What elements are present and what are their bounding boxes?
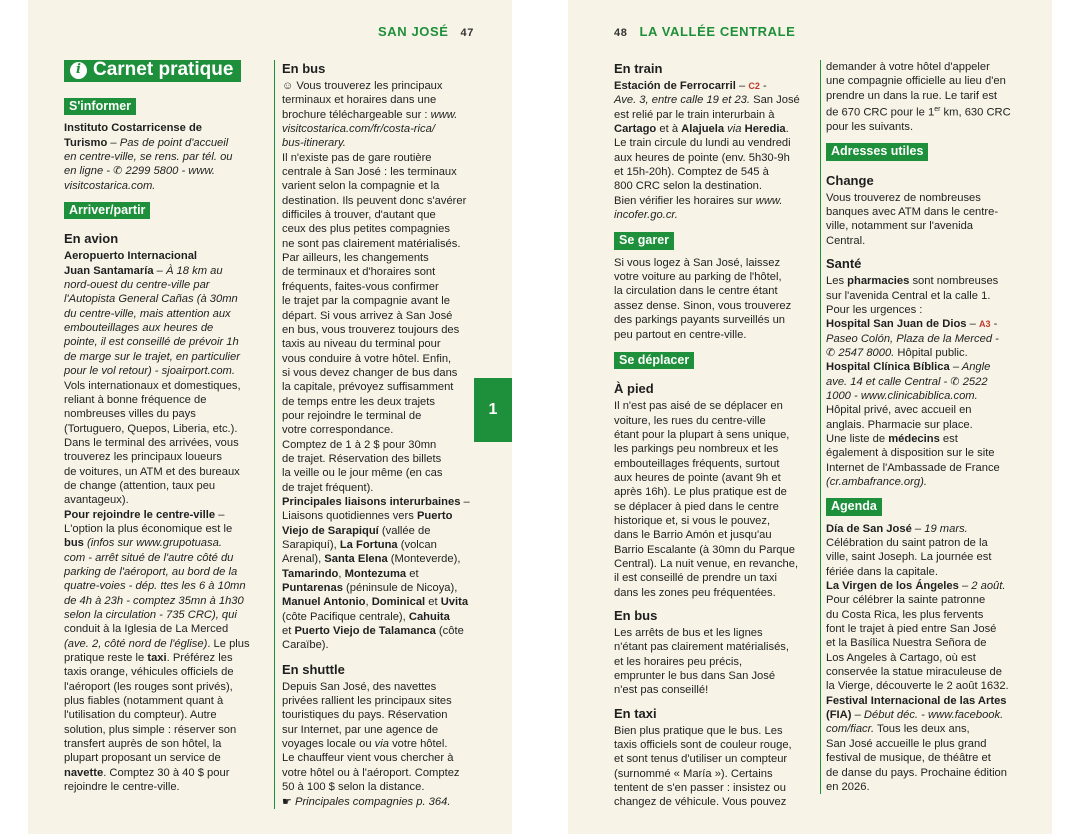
column-1 bbox=[64, 60, 268, 794]
left-page bbox=[28, 0, 512, 834]
section-title: LA VALLÉE CENTRALE bbox=[639, 24, 796, 39]
running-head-left bbox=[378, 24, 474, 39]
map-ref: C2 bbox=[748, 81, 760, 91]
subheading-en-taxi: En taxi bbox=[614, 705, 657, 721]
phone-icon: ✆ bbox=[826, 346, 836, 359]
paragraph: Si vous logez à San José, laissez votre voiture au parking de l'hôtel, la circulation dans le centre étant assez dense. Sinon, vous trouverez des parkings payants surveillés un peu partout en centre-ville. bbox=[614, 256, 792, 341]
right-page bbox=[568, 0, 1052, 834]
chapter-tab: 1 bbox=[474, 378, 512, 442]
brochure-icon: ☺ bbox=[282, 80, 294, 92]
subheading-a-pied: À pied bbox=[614, 381, 654, 397]
paragraph: Día de San José – 19 mars. Célébration du saint patron de la ville, saint Joseph. La journée est fériée dans la capitale. La Virgen de los Ángeles – 2 août. Pour célébrer la sainte patronne du Costa Rica, les plus fervents font le trajet à pied entre San José et la Basílica Nuestra Señora de Los Angeles à Cartago, où est conservée la statue miraculeuse de la Vierge, découverte le 2 août 1632. Festival Internacional de las Artes (FIA) – Début déc. - www.facebook. com/fiacr. Tous les deux ans, San José accueille le plus grand festival de musique, de théâtre et de danse du pays. Prochaine édition en 2026. bbox=[826, 522, 1009, 793]
paragraph: Bien plus pratique que le bus. Les taxis officiels sont de couleur rouge, et sont tenus d'utiliser un compteur (surnommé « María »). Certains tentent de s'en passer : insistez ou changez de véhicule. Vous pouvez bbox=[614, 724, 792, 809]
phone-icon: ✆ bbox=[950, 375, 960, 388]
section-heading-se-garer: Se garer bbox=[614, 232, 674, 249]
section-title: SAN JOSÉ bbox=[378, 24, 449, 39]
paragraph: demander à votre hôtel d'appeler une compagnie officielle au lieu d'en prendre un dans la rue. Le tarif est de 670 CRC pour le 1er km, 630 CRC pour les suivants. bbox=[826, 61, 1011, 134]
paragraph: ☺ Vous trouverez les principaux terminaux et horaires dans une brochure téléchargeable sur : www. visitcostarica.com/fr/costa-rica/ bus-itinerary. Il n'existe pas de gare routière centrale à San José : les terminaux varient selon la compagnie et la destination. Ils peuvent donc s'avérer difficiles à trouver, d'autant que ceux des plus petites compagnies ne sont pas clairement matérialisés. Par ailleurs, les changements de terminaux et d'horaires sont fréquents, faites-vous confirmer le trajet par la compagnie avant le départ. Si vous arrivez à San José en bus, vous trouverez toujours des taxis au niveau du terminal pour vous conduire à votre hôtel. Enfin, si vous devez changer de bus dans la capitale, prévoyez suffisamment de temps entre les deux trajets pour rejoindre le terminal de votre correspondance. Comptez de 1 à 2 $ pour 30mn de trajet. Réservation des billets la veille ou le jour même (en cas de trajet fréquent). Principales liaisons interurbaines – Liaisons quotidiennes vers Puerto Viejo de Sarapiquí (vallée de Sarapiquí), La Fortuna (volcan Arenal), Santa Elena (Monteverde), Tamarindo, Montezuma et Puntarenas (péninsule de Nicoya), Manuel Antonio, Dominical et Uvita (côte Pacifique centrale), Cahuita et Puerto Viejo de Talamanca (côte Caraïbe). bbox=[282, 80, 470, 652]
running-head-right bbox=[614, 24, 795, 39]
subheading-en-bus: En bus bbox=[282, 61, 326, 76]
subheading-en-train: En train bbox=[614, 61, 663, 76]
column-4 bbox=[820, 60, 1042, 794]
paragraph: Vous trouverez de nombreuses banques avec ATM dans le centre- ville, notamment sur l'avenida Central. bbox=[826, 191, 999, 247]
page-number: 47 bbox=[460, 27, 474, 39]
section-heading-sinformer: S'informer bbox=[64, 98, 136, 115]
paragraph: Depuis San José, des navettes privées rallient les principaux sites touristiques du pays. Réservation sur Internet, par une agence de voyages locale ou via votre hôtel. Le chauffeur vient vous chercher à votre hôtel ou à l'aéroport. Comptez 50 à 100 $ selon la distance. ☛ Principales compagnies p. 364. bbox=[282, 680, 460, 808]
column-rule bbox=[820, 60, 821, 794]
subheading-en-bus: En bus bbox=[614, 608, 658, 623]
section-heading-adresses-utiles: Adresses utiles bbox=[826, 143, 928, 160]
phone-icon: ✆ bbox=[113, 165, 123, 178]
paragraph: Les pharmacies sont nombreuses sur l'avenida Central et la calle 1. Pour les urgences : Hospital San Juan de Dios – A3 - Paseo Colón, Plaza de la Merced - ✆ 2547 8000. Hôpital public. Hospital Clínica Bíblica – Angle ave. 14 et calle Central - ✆ 2522 1000 - www.clinicabiblica.com. Hôpital privé, avec accueil en anglais. Pharmacie sur place. Une liste de médecins est également à disposition sur le site Internet de l'Ambassade de France (cr.ambafrance.org). bbox=[826, 275, 1000, 488]
carnet-pratique-banner bbox=[64, 60, 241, 82]
subheading-sante: Santé bbox=[826, 256, 862, 272]
column-2 bbox=[274, 60, 494, 809]
subheading-change: Change bbox=[826, 172, 874, 188]
section-heading-agenda: Agenda bbox=[826, 498, 882, 515]
subheading-en-avion: En avion bbox=[64, 231, 119, 247]
paragraph: Aeropuerto Internacional Juan Santamaría – À 18 km au nord-ouest du centre-ville par l'Autopista General Cañas (à 30mn du centre-ville, mais attention aux embouteillages aux heures de pointe, il est conseillé de prévoir 1h de marge sur le trajet, en particulier pour le vol retour) - sjoairport.com. Vols internationaux et domestiques, reliant à bonne fréquence de nombreuses villes du pays (Tortuguero, Quepos, Liberia, etc.). Dans le terminal des arrivées, vous trouverez les principaux loueurs de voitures, un ATM et des bureaux de change (attention, taux peu avantageux). Pour rejoindre le centre-ville – L'option la plus économique est le bus (infos sur www.grupotuasa. com - arrêt situé de l'autre côté du parking de l'aéroport, au bord de la quatre-voies - dép. ttes les 6 à 10mn de 4h à 23h - comptez 35mn à 1h30 selon la circulation - 735 CRC), qui conduit à la Iglesia de La Merced (ave. 2, côté nord de l'église). Le plus pratique reste le taxi. Préférez les taxis orange, véhicules officiels de l'aéroport (les rouges sont privés), plus fiables (notamment quant à l'utilisation du compteur). Autre solution, plus simple : réserver son transfert auprès de son hôtel, la plupart proposant un service de navette. Comptez 30 à 40 $ pour rejoindre le centre-ville. bbox=[64, 250, 250, 794]
cross-reference-icon: ☛ bbox=[282, 795, 292, 808]
paragraph: Les arrêts de bus et les lignes n'étant pas clairement matérialisés, et les horaires peu précis, emprunter le bus dans San José n'est pas conseillé! bbox=[614, 627, 790, 697]
paragraph: Estación de Ferrocarril – C2 - Ave. 3, entre calle 19 et 23. San José est relié par le train interurbain à Cartago et à Alajuela via Heredia. Le train circule du lundi au vendredi aux heures de pointe (env. 5h30-9h et 15h-20h). Comptez de 545 à 800 CRC selon la destination. Bien vérifier les horaires sur www. incofer.go.cr. bbox=[614, 80, 800, 222]
subheading-en-shuttle: En shuttle bbox=[282, 661, 345, 677]
paragraph: Il n'est pas aisé de se déplacer en voiture, les rues du centre-ville étant pour la plupart à sens unique, les parkings peu nombreux et les embouteillages fréquents, surtout aux heures de pointe (avant 9h et après 16h). Le plus pratique est de se déplacer à pied dans le centre historique et, si vous le pouvez, dans le Barrio Amón et jusqu'au Barrio Escalante (à 30mn du Parque Central). La nuit venue, en revanche, il est conseillé de prendre un taxi dans les zones peu fréquentées. bbox=[614, 400, 799, 599]
section-heading-arriver: Arriver/partir bbox=[64, 202, 150, 219]
info-icon: i bbox=[70, 62, 87, 79]
column-rule bbox=[274, 60, 275, 809]
map-ref: A3 bbox=[978, 319, 991, 330]
column-3 bbox=[614, 60, 820, 810]
paragraph: Instituto Costarricense de Turismo – Pas de point d'accueil en centre-ville, se rens. par tél. ou en ligne - ✆ 2299 5800 - www. visitcostarica.com. bbox=[64, 122, 233, 192]
section-heading-se-deplacer: Se déplacer bbox=[614, 352, 694, 369]
page-number: 48 bbox=[614, 27, 628, 39]
carnet-title: Carnet pratique bbox=[93, 59, 234, 81]
